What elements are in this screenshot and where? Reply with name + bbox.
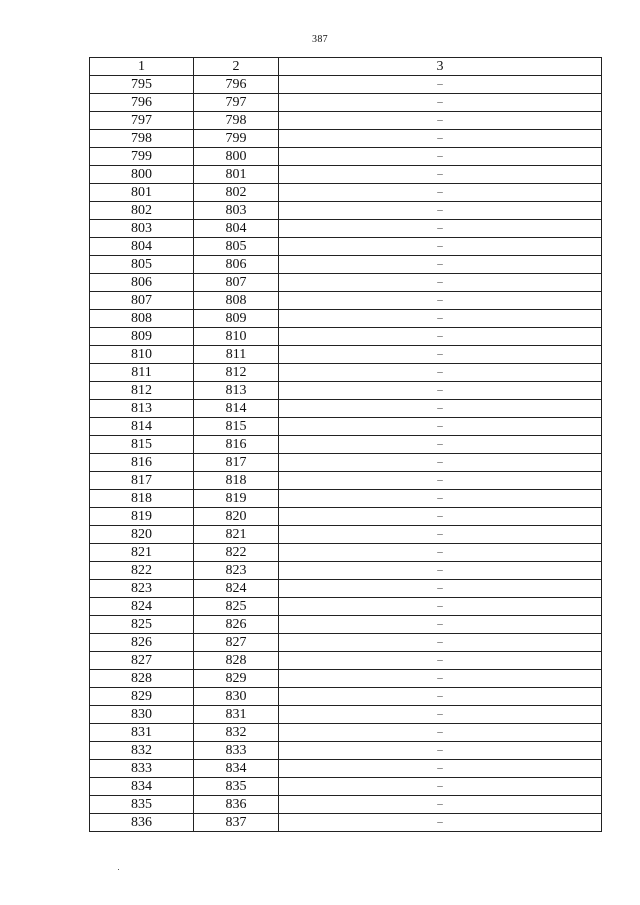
table-row — [90, 616, 602, 634]
table-row — [90, 166, 602, 184]
table-cell-col-3: – — [279, 130, 602, 148]
table-cell-col-1: 798 — [90, 130, 194, 148]
table-cell-col-3: – — [279, 508, 602, 526]
table-row — [90, 688, 602, 706]
table-row — [90, 724, 602, 742]
table-cell-col-1: 830 — [90, 706, 194, 724]
table-cell-col-1: 825 — [90, 616, 194, 634]
table-cell-col-2: 831 — [194, 706, 279, 724]
table-cell-col-1: 826 — [90, 634, 194, 652]
table-row — [90, 490, 602, 508]
table-row — [90, 670, 602, 688]
table-row — [90, 436, 602, 454]
table-row — [90, 472, 602, 490]
table-cell-col-1: 808 — [90, 310, 194, 328]
table-cell-col-3: – — [279, 76, 602, 94]
table-cell-col-3: – — [279, 166, 602, 184]
table-cell-col-1: 805 — [90, 256, 194, 274]
table-cell-col-2: 798 — [194, 112, 279, 130]
table-cell-col-1: 799 — [90, 148, 194, 166]
table-cell-col-2: 832 — [194, 724, 279, 742]
table-cell-col-3: – — [279, 562, 602, 580]
table-cell-col-3: – — [279, 706, 602, 724]
table-row — [90, 94, 602, 112]
table-cell-col-2: 835 — [194, 778, 279, 796]
table-row — [90, 778, 602, 796]
table-row — [90, 814, 602, 832]
table-row — [90, 400, 602, 418]
table-cell-col-1: 812 — [90, 382, 194, 400]
table-cell-col-2: 803 — [194, 202, 279, 220]
table-cell-col-2: 806 — [194, 256, 279, 274]
table-row — [90, 382, 602, 400]
table-row — [90, 418, 602, 436]
table-cell-col-2: 821 — [194, 526, 279, 544]
table-cell-col-2: 797 — [194, 94, 279, 112]
table-row — [90, 148, 602, 166]
table-row — [90, 130, 602, 148]
table-cell-col-3: – — [279, 778, 602, 796]
table-row — [90, 76, 602, 94]
table-cell-col-3: – — [279, 310, 602, 328]
table-cell-col-3: – — [279, 580, 602, 598]
table-cell-col-1: 804 — [90, 238, 194, 256]
table-cell-col-2: 822 — [194, 544, 279, 562]
table-cell-col-3: – — [279, 814, 602, 832]
table-cell-col-3: – — [279, 112, 602, 130]
table-cell-col-2: 830 — [194, 688, 279, 706]
table-cell-col-2: 833 — [194, 742, 279, 760]
table-cell-col-3: – — [279, 256, 602, 274]
table-cell-col-2: 834 — [194, 760, 279, 778]
table-cell-col-2: 805 — [194, 238, 279, 256]
table-cell-col-2: 820 — [194, 508, 279, 526]
table-row — [90, 274, 602, 292]
table-cell-col-1: 815 — [90, 436, 194, 454]
table-cell-col-1: 819 — [90, 508, 194, 526]
table-row — [90, 220, 602, 238]
table-row — [90, 526, 602, 544]
table-row — [90, 184, 602, 202]
table-cell-col-3: – — [279, 346, 602, 364]
table-cell-col-1: 836 — [90, 814, 194, 832]
table-cell-col-1: 810 — [90, 346, 194, 364]
table-cell-col-1: 807 — [90, 292, 194, 310]
table-cell-col-3: – — [279, 688, 602, 706]
table-cell-col-3: – — [279, 526, 602, 544]
table-cell-col-3: – — [279, 184, 602, 202]
table-cell-col-1: 829 — [90, 688, 194, 706]
table-cell-col-1: 814 — [90, 418, 194, 436]
table-cell-col-3: – — [279, 454, 602, 472]
table-cell-col-3: – — [279, 670, 602, 688]
table-cell-col-3: – — [279, 490, 602, 508]
table-cell-col-3: – — [279, 796, 602, 814]
table-cell-col-1: 816 — [90, 454, 194, 472]
table-cell-col-2: 818 — [194, 472, 279, 490]
table-cell-col-1: 831 — [90, 724, 194, 742]
table-cell-col-3: – — [279, 328, 602, 346]
table-row — [90, 598, 602, 616]
table-row — [90, 742, 602, 760]
table-cell-col-2: 799 — [194, 130, 279, 148]
table-row — [90, 310, 602, 328]
table-row — [90, 256, 602, 274]
table-header — [90, 58, 602, 76]
table-cell-col-1: 833 — [90, 760, 194, 778]
table-cell-col-3: – — [279, 364, 602, 382]
table-cell-col-1: 806 — [90, 274, 194, 292]
table-cell-col-2: 804 — [194, 220, 279, 238]
table-cell-col-3: – — [279, 220, 602, 238]
table-cell-col-3: – — [279, 292, 602, 310]
table-cell-col-3: – — [279, 760, 602, 778]
table-cell-col-1: 811 — [90, 364, 194, 382]
table-cell-col-1: 834 — [90, 778, 194, 796]
table-cell-col-3: – — [279, 436, 602, 454]
table-cell-col-1: 797 — [90, 112, 194, 130]
table-cell-col-3: – — [279, 742, 602, 760]
table-cell-col-2: 802 — [194, 184, 279, 202]
table-cell-col-2: 811 — [194, 346, 279, 364]
table-cell-col-2: 837 — [194, 814, 279, 832]
table-cell-col-3: – — [279, 382, 602, 400]
table-cell-col-1: 832 — [90, 742, 194, 760]
column-header-3: 3 — [279, 58, 602, 76]
table-cell-col-1: 823 — [90, 580, 194, 598]
table-cell-col-1: 821 — [90, 544, 194, 562]
stray-dot-mark — [118, 869, 119, 870]
table-cell-col-2: 815 — [194, 418, 279, 436]
table-cell-col-3: – — [279, 652, 602, 670]
table-cell-col-2: 817 — [194, 454, 279, 472]
table-cell-col-1: 835 — [90, 796, 194, 814]
table-row — [90, 706, 602, 724]
table-cell-col-2: 800 — [194, 148, 279, 166]
table-cell-col-2: 823 — [194, 562, 279, 580]
table-cell-col-1: 809 — [90, 328, 194, 346]
table-cell-col-1: 795 — [90, 76, 194, 94]
table-cell-col-1: 822 — [90, 562, 194, 580]
table-cell-col-2: 825 — [194, 598, 279, 616]
table-cell-col-1: 820 — [90, 526, 194, 544]
column-header-1: 1 — [90, 58, 194, 76]
table-cell-col-3: – — [279, 616, 602, 634]
table-cell-col-2: 824 — [194, 580, 279, 598]
table-row — [90, 760, 602, 778]
table-cell-col-2: 827 — [194, 634, 279, 652]
table-cell-col-1: 828 — [90, 670, 194, 688]
table-row — [90, 238, 602, 256]
table-cell-col-1: 801 — [90, 184, 194, 202]
table-cell-col-2: 828 — [194, 652, 279, 670]
table-cell-col-2: 810 — [194, 328, 279, 346]
table-cell-col-3: – — [279, 724, 602, 742]
table-cell-col-1: 827 — [90, 652, 194, 670]
table-cell-col-2: 801 — [194, 166, 279, 184]
table-row — [90, 346, 602, 364]
table-cell-col-2: 807 — [194, 274, 279, 292]
table-cell-col-3: – — [279, 472, 602, 490]
table-cell-col-3: – — [279, 634, 602, 652]
header-row — [90, 58, 602, 76]
table-cell-col-2: 814 — [194, 400, 279, 418]
table-cell-col-3: – — [279, 400, 602, 418]
table-cell-col-1: 818 — [90, 490, 194, 508]
table-cell-col-2: 809 — [194, 310, 279, 328]
table-cell-col-2: 816 — [194, 436, 279, 454]
table-row — [90, 292, 602, 310]
table-cell-col-2: 836 — [194, 796, 279, 814]
table-row — [90, 328, 602, 346]
table-cell-col-1: 813 — [90, 400, 194, 418]
table-cell-col-2: 813 — [194, 382, 279, 400]
table-row — [90, 652, 602, 670]
page-number: 387 — [312, 34, 328, 45]
table-cell-col-1: 796 — [90, 94, 194, 112]
table-row — [90, 508, 602, 526]
data-table — [89, 57, 602, 832]
table-row — [90, 112, 602, 130]
table-cell-col-2: 819 — [194, 490, 279, 508]
table-cell-col-3: – — [279, 418, 602, 436]
table-cell-col-2: 812 — [194, 364, 279, 382]
table-cell-col-1: 802 — [90, 202, 194, 220]
table-cell-col-3: – — [279, 274, 602, 292]
table-cell-col-3: – — [279, 202, 602, 220]
table-cell-col-3: – — [279, 598, 602, 616]
table-row — [90, 364, 602, 382]
table-cell-col-3: – — [279, 544, 602, 562]
table-row — [90, 202, 602, 220]
table-cell-col-2: 808 — [194, 292, 279, 310]
table-row — [90, 544, 602, 562]
table-row — [90, 796, 602, 814]
table-cell-col-3: – — [279, 238, 602, 256]
table-cell-col-1: 824 — [90, 598, 194, 616]
table-cell-col-2: 796 — [194, 76, 279, 94]
table-cell-col-1: 817 — [90, 472, 194, 490]
table-body — [90, 76, 602, 832]
table-row — [90, 562, 602, 580]
table-cell-col-3: – — [279, 148, 602, 166]
table-row — [90, 454, 602, 472]
table-cell-col-1: 803 — [90, 220, 194, 238]
table-cell-col-2: 829 — [194, 670, 279, 688]
table-cell-col-3: – — [279, 94, 602, 112]
table-row — [90, 580, 602, 598]
table-cell-col-1: 800 — [90, 166, 194, 184]
table-cell-col-2: 826 — [194, 616, 279, 634]
column-header-2: 2 — [194, 58, 279, 76]
table-row — [90, 634, 602, 652]
